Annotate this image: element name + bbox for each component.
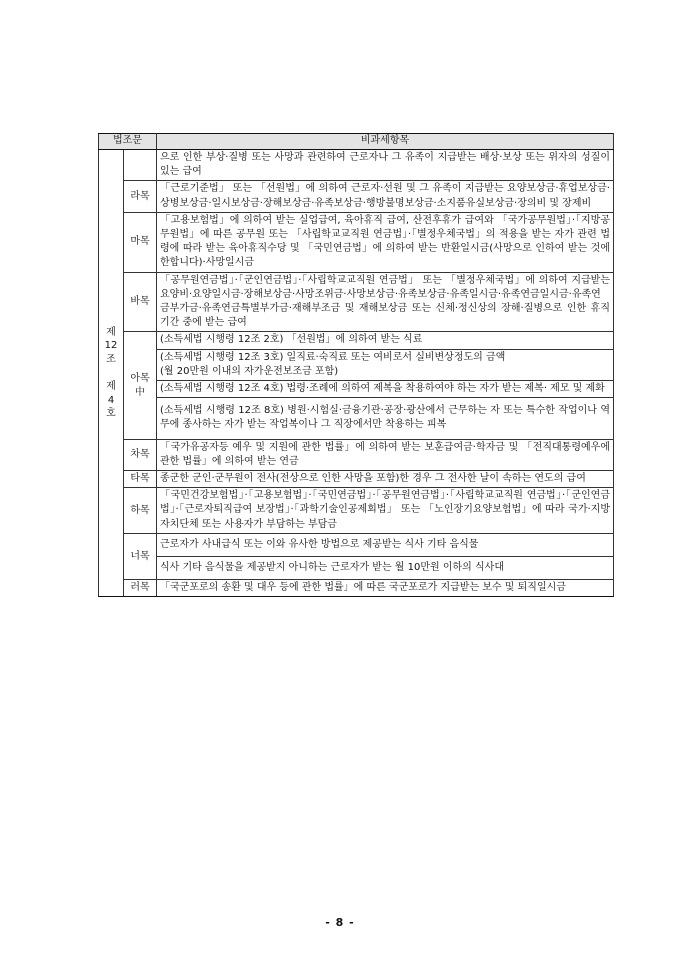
article-char: 조 (106, 353, 116, 365)
content-cell: 종군한 군인·군무원이 전사(전상으로 인한 사망을 포함)한 경우 그 전사한 날이 속하는 연도의 급여 (157, 471, 614, 488)
tax-exemption-table (98, 133, 614, 597)
content-cell (157, 349, 614, 380)
content-cell: 「고용보험법」에 의하여 받는 실업급여, 육아휴직 급여, 산전후휴가 급여와 「국가공무원법」·「지방공무원법」에 따른 공무원 또는 「사립학교교직원 연금법」·「별정우체국법」의 적용을 받는 자가 관련 법령에 따라 받는 육아휴직수당 및 「국민연금법」에 의하여 받는 반환일시금(사망으로 인하여 받는 것에 한합니다)·사망일시금 (157, 212, 614, 272)
table-row (99, 488, 614, 534)
content-cell: (소득세법 시행령 12조 8호) 병원·시험실·금융기관·공장·광산에서 근무하는 자 또는 특수한 작업이나 역무에 종사하는 자가 받는 작업복이나 그 직장에서만 착용하는 피복 (157, 398, 614, 439)
table-row (99, 381, 614, 398)
item-cell: 타목 (124, 471, 157, 488)
item-label: 中 (135, 386, 145, 398)
content-cell: 근로자가 사내급식 또는 이와 유사한 방법으로 제공받는 식사 기타 음식물 (157, 533, 614, 556)
page-number: - 8 - (325, 916, 355, 929)
item-cell: 하목 (124, 488, 157, 534)
article-char: 12 (104, 340, 118, 352)
item-cell-amok (124, 332, 157, 439)
table-header-row (99, 134, 614, 150)
table-row (99, 580, 614, 597)
article-spacer (99, 366, 123, 380)
content-text: (소득세법 시행령 12조 3호) 일직료·숙직료 또는 여비로서 실비변상정도의 금액 (160, 351, 506, 363)
item-label: 아목 (130, 372, 150, 384)
content-subtext: (월 20만원 이내의 자가운전보조금 포함) (160, 365, 339, 377)
table-row (99, 150, 614, 181)
table-row (99, 272, 614, 332)
table-row (99, 557, 614, 580)
item-cell: 차목 (124, 439, 157, 470)
content-cell: 「국가유공자등 예우 및 지원에 관한 법률」에 의하여 받는 보훈급여금·학자금 및 「전직대통령예우에 관한 법률」에 의하여 받는 연금 (157, 439, 614, 470)
content-cell: 「근로기준법」 또는 「선원법」에 의하여 근로자·선원 및 그 유족이 지급받는 요양보상금·휴업보상금·상병보상금·일시보상금·장해보상금·유족보상금·행방불명보상금·소지품유실보상금·장의비 및 장제비 (157, 181, 614, 212)
content-cell: (소득세법 시행령 12조 4호) 법령·조례에 의하여 제복을 착용하여야 하는 자가 받는 제복· 제모 및 제화 (157, 381, 614, 398)
table-row (99, 471, 614, 488)
table-row (99, 349, 614, 380)
item-cell: 바목 (124, 272, 157, 332)
table-row (99, 212, 614, 272)
content-cell: 「국군포로의 송환 및 대우 등에 관한 법률」에 따른 국군포로가 지급받는 보수 및 퇴직일시금 (157, 580, 614, 597)
article-char: 호 (106, 408, 116, 420)
header-content: 비과세항목 (157, 134, 614, 150)
table-row (99, 332, 614, 349)
item-cell: 너목 (124, 533, 157, 579)
content-cell: 「국민건강보험법」·「고용보험법」·「국민연금법」·「공무원연금법」·「사립학교교직원 연금법」·「군인연금법」·「근로자퇴직급여 보장법」·「과학기술인공제회법」 또는 「노인장기요양보험법」에 따라 국가·지방자치단체 또는 사용자가 부담하는 부담금 (157, 488, 614, 534)
content-cell: 으로 인한 부상·질병 또는 사망과 관련하여 근로자나 그 유족이 지급받는 배상·보상 또는 위자의 성질이 있는 급여 (157, 150, 614, 181)
article-char: 4 (107, 394, 115, 406)
item-cell: 마목 (124, 212, 157, 272)
item-cell (124, 150, 157, 181)
item-cell: 라목 (124, 181, 157, 212)
content-cell: 「공무원연금법」·「군인연금법」·「사립학교교직원 연금법」 또는 「별정우체국법」에 의하여 지급받는 요양비·요양일시금·장해보상금·사망조위금·사망보상금·유족보상금·유족일시금·유족연금일시금·유족연금부가금·유족연금특별부가금·재해부조금 및 재해보상금 또는 신체·정신상의 장해·질병으로 인한 휴직기간 중에 받는 급여 (157, 272, 614, 332)
article-char: 제 (106, 381, 116, 393)
table-row (99, 181, 614, 212)
item-cell: 러목 (124, 580, 157, 597)
table-row (99, 439, 614, 470)
content-cell: 식사 기타 음식물을 제공받지 아니하는 근로자가 받는 월 10만원 이하의 식사대 (157, 557, 614, 580)
table-row (99, 533, 614, 556)
table-row (99, 398, 614, 439)
article-char: 제 (106, 326, 116, 338)
article-cell (99, 150, 124, 597)
header-article: 법조문 (99, 134, 157, 150)
content-cell: (소득세법 시행령 12조 2호) 「선원법」에 의하여 받는 식료 (157, 332, 614, 349)
